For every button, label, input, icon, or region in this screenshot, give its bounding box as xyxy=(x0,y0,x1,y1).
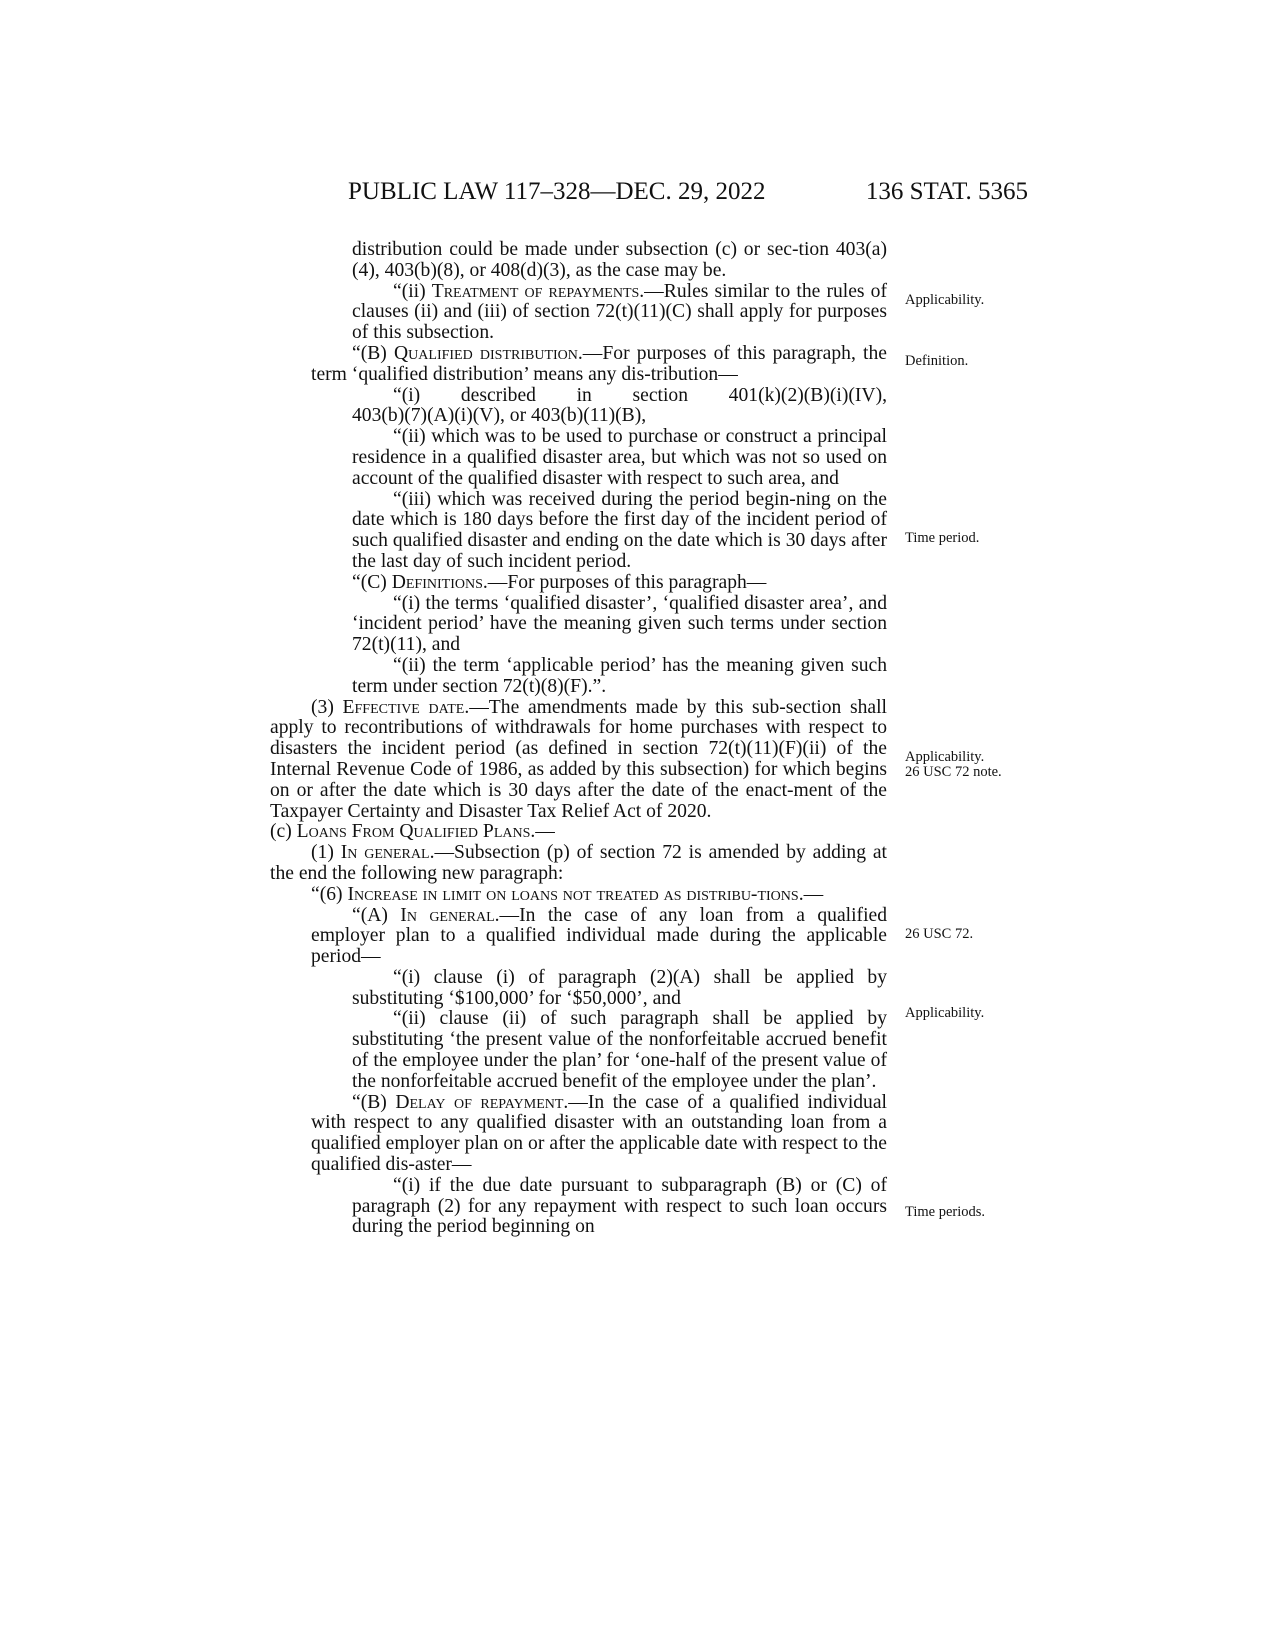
para-clause-i-described: “(i) described in section 401(k)(2)(B)(i)(IV), xyxy=(393,384,887,406)
para-def-clause-i: “(i) the terms ‘qualified disaster’, ‘qualified disaster area’, and ‘incident period’ have the meaning given such terms under section 72(t)(11), and xyxy=(352,592,887,656)
para-delay-of-repayment: “(B) Delay of repayment.—In the case of a qualified individual with respect to any qualified disaster with an outstanding loan from a qualified employer plan on or after the applicable date with respect to the qualified dis-aster— xyxy=(311,1091,887,1176)
heading-effective-date: Effective date xyxy=(342,696,465,718)
heading-in-general-a: In general xyxy=(400,904,495,926)
margin-note-time-period: Time period. xyxy=(905,530,980,546)
heading-treatment-of-repayments: Treatment of repayments xyxy=(431,280,640,302)
margin-note-time-periods: Time periods. xyxy=(905,1204,986,1220)
para-definitions: “(C) Definitions.—For purposes of this paragraph— xyxy=(352,571,767,593)
para-loans-heading: (c) Loans From Qualified Plans.— xyxy=(270,821,555,843)
para-def-clause-ii: “(ii) the term ‘applicable period’ has the meaning given such term under section 72(t)(8)(F).”. xyxy=(352,654,887,697)
margin-note-definition: Definition. xyxy=(905,353,969,369)
margin-note-applicability-2: Applicability. xyxy=(905,749,985,765)
para-effective-date: (3) Effective date.—The amendments made by this sub-section shall apply to recontributions of withdrawals for home purchases with respect to disasters the incident period (as defined in section 72(t)(11)(F)(ii) of the Internal Revenue Code of 1986, as added by this subsection) for which begins on or after the date which is 30 days after the date of the enact-ment of the Taxpayer Certainty and Disaster Tax Relief Act of 2020. xyxy=(270,696,887,822)
para-clause-i-continued: 403(b)(7)(A)(i)(V), or 403(b)(11)(B), xyxy=(352,405,647,427)
para-treatment-of-repayments: “(ii) Treatment of repayments.—Rules similar to the rules of clauses (ii) and (iii) of section 72(t)(11)(C) shall apply for purposes of this subsection. xyxy=(352,280,887,344)
margin-note-26-usc-72: 26 USC 72. xyxy=(905,926,974,942)
statute-page-number: 136 STAT. 5365 xyxy=(865,178,1028,205)
para-a-clause-i: “(i) clause (i) of paragraph (2)(A) shall be applied by substituting ‘$100,000’ for ‘$50,000’, and xyxy=(352,966,887,1009)
para-a-in-general: “(A) In general.—In the case of any loan from a qualified employer plan to a qualified individual made during the applicable period— xyxy=(311,904,888,968)
para-clause-ii-residence: “(ii) which was to be used to purchase or construct a principal residence in a qualified disaster area, but which was not so used on account of the qualified disaster with respect to such area, and xyxy=(352,426,887,489)
para-in-general-1: (1) In general.—Subsection (p) of section 72 is amended by adding at the end the following new paragraph: xyxy=(270,842,888,884)
margin-note-applicability-1: Applicability. xyxy=(905,292,985,308)
heading-delay-of-repayment: Delay of repayment xyxy=(395,1091,564,1113)
para-distribution-continued: distribution could be made under subsection (c) or sec-tion 403(a)(4), 403(b)(8), or 408(d)(3), as the case may be. xyxy=(352,239,887,281)
margin-note-applicability-3: Applicability. xyxy=(905,1005,985,1021)
para-a-clause-ii: “(ii) clause (ii) of such paragraph shall be applied by substituting ‘the present value of the nonforfeitable accrued benefit of the employee under the plan’ for ‘one-half of the present value of the nonforfeitable accrued benefit of the employee under the plan’. xyxy=(352,1008,887,1092)
heading-in-general-1: In general xyxy=(340,842,430,864)
public-law-citation: PUBLIC LAW 117–328—DEC. 29, 2022 xyxy=(348,178,766,205)
heading-increase-in-limit: Increase in limit on loans not treated as distribu-tions xyxy=(347,883,799,905)
statute-body xyxy=(270,240,887,1238)
heading-loans-from-qualified-plans: Loans From Qualified Plans xyxy=(296,821,531,843)
para-clause-iii-period: “(iii) which was received during the period begin-ning on the date which is 180 days before the first day of the incident period of such qualified disaster and ending on the date which is 30 days after the last day of such incident period. xyxy=(352,488,887,572)
para-increase-in-limit: “(6) Increase in limit on loans not treated as distribu-tions.— xyxy=(311,883,824,905)
para-b-clause-i: “(i) if the due date pursuant to subparagraph (B) or (C) of paragraph (2) for any repayment with respect to such loan occurs during the period beginning on xyxy=(352,1174,887,1238)
para-qualified-distribution: “(B) Qualified distribution.—For purposes of this paragraph, the term ‘qualified distribution’ means any dis-tribution— xyxy=(311,342,887,385)
page-header xyxy=(348,178,1028,218)
heading-definitions: Definitions xyxy=(391,571,483,593)
heading-qualified-distribution: Qualified distribution xyxy=(394,342,578,364)
margin-note-26-usc-72-note: 26 USC 72 note. xyxy=(905,764,1002,780)
